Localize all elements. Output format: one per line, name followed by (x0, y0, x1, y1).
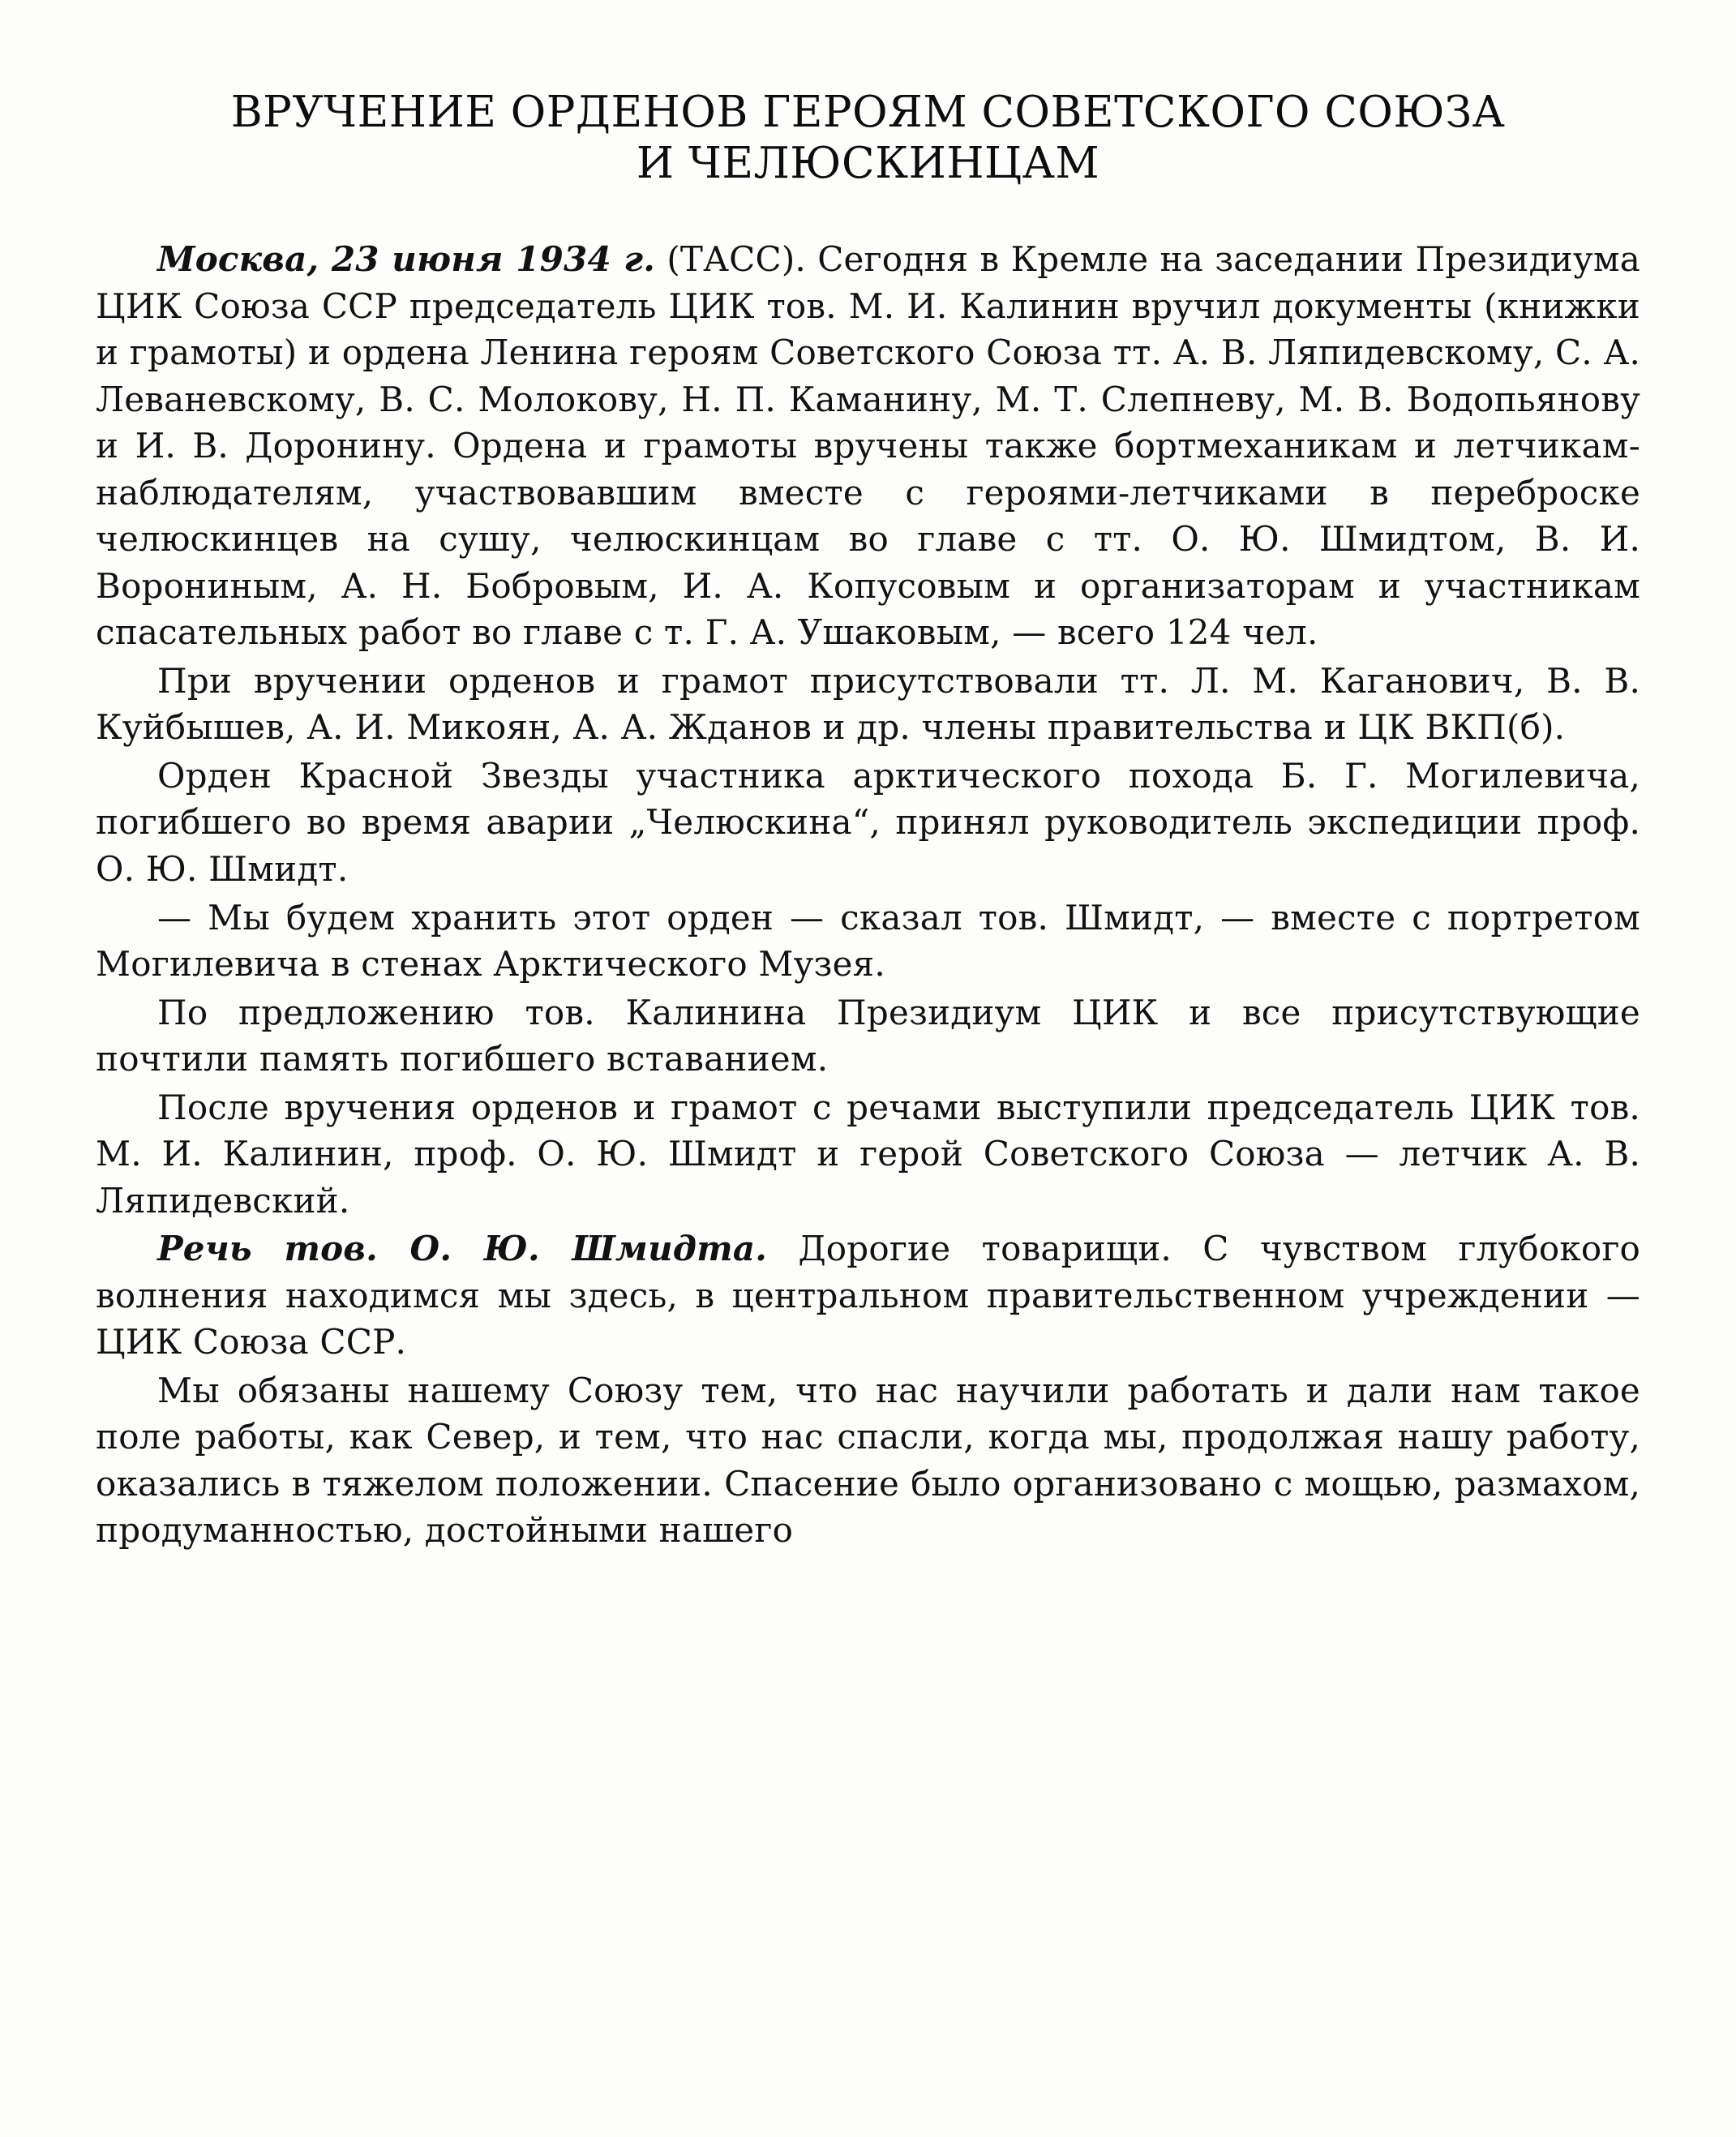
paragraph-5: По предложению тов. Калинина Президиум ЦИК и все присутствующие почтили память погибшего вставанием. (96, 992, 1640, 1079)
page-title (96, 88, 1640, 189)
paragraph-2: При вручении орденов и грамот присутствовали тт. Л. М. Каганович, В. В. Куйбышев, А. И. Микоян, А. А. Жданов и др. члены правительства и ЦК ВКП(б). (96, 660, 1640, 748)
article-body (96, 236, 1640, 1554)
dateline: Москва, 23 июня 1934 г. (157, 239, 656, 280)
paragraph-4: — Мы будем хранить этот орден — сказал тов. Шмидт, — вместе с портретом Могилевича в стенах Арктического Музея. (96, 897, 1640, 985)
title-line-2: И ЧЕЛЮСКИНЦАМ (636, 138, 1100, 188)
paragraph-6: После вручения орденов и грамот с речами выступили председатель ЦИК тов. М. И. Калинин, проф. О. Ю. Шмидт и герой Советского Союза — летчик А. В. Ляпидевский. (96, 1087, 1640, 1221)
paragraph-8: Мы обязаны нашему Союзу тем, что нас научили работать и дали нам такое поле работы, как Север, и тем, что нас спасли, когда мы, продолжая нашу работу, оказались в тяжелом положении. Спасение было организовано с мощью, размахом, продуманностью, достойными нашего (96, 1370, 1640, 1551)
title-line-1: ВРУЧЕНИЕ ОРДЕНОВ ГЕРОЯМ СОВЕТСКОГО СОЮЗА (230, 88, 1506, 137)
paragraph-1-text: (ТАСС). Сегодня в Кремле на заседании Президиума ЦИК Союза ССР председатель ЦИК тов. М. И. Калинин вручил документы (книжки и грамоты) и ордена Ленина героям Советского Союза тт. А. В. Ляпидевскому, С. А. Леваневскому, В. С. Молокову, Н. П. Каманину, М. Т. Слепневу, М. В. Водопьянову и И. В. Доронину. Ордена и грамоты вручены также бортмеханикам и летчикам-наблюдателям, участвовавшим вместе с героями-летчиками в переброске челюскинцев на сушу, челюскинцам во главе с тт. О. Ю. Шмидтом, В. И. Ворониным, А. Н. Бобровым, И. А. Копусовым и организаторам и участникам спасательных работ во главе с т. Г. А. Ушаковым, — всего 124 чел. (96, 239, 1640, 653)
speech-heading: Речь тов. О. Ю. Шмидта. (157, 1229, 768, 1269)
paragraph-3: Орден Красной Звезды участника арктического похода Б. Г. Могилевича, погибшего во время аварии „Челюскина“, принял руководитель экспедиции проф. О. Ю. Шмидт. (96, 755, 1640, 889)
paragraph-1 (96, 236, 1640, 656)
paragraph-7 (96, 1225, 1640, 1366)
paragraph-7-text: Дорогие товарищи. С чувством глубокого волнения находимся мы здесь, в центральном правительственном учреждении — ЦИК Союза ССР. (96, 1229, 1641, 1362)
